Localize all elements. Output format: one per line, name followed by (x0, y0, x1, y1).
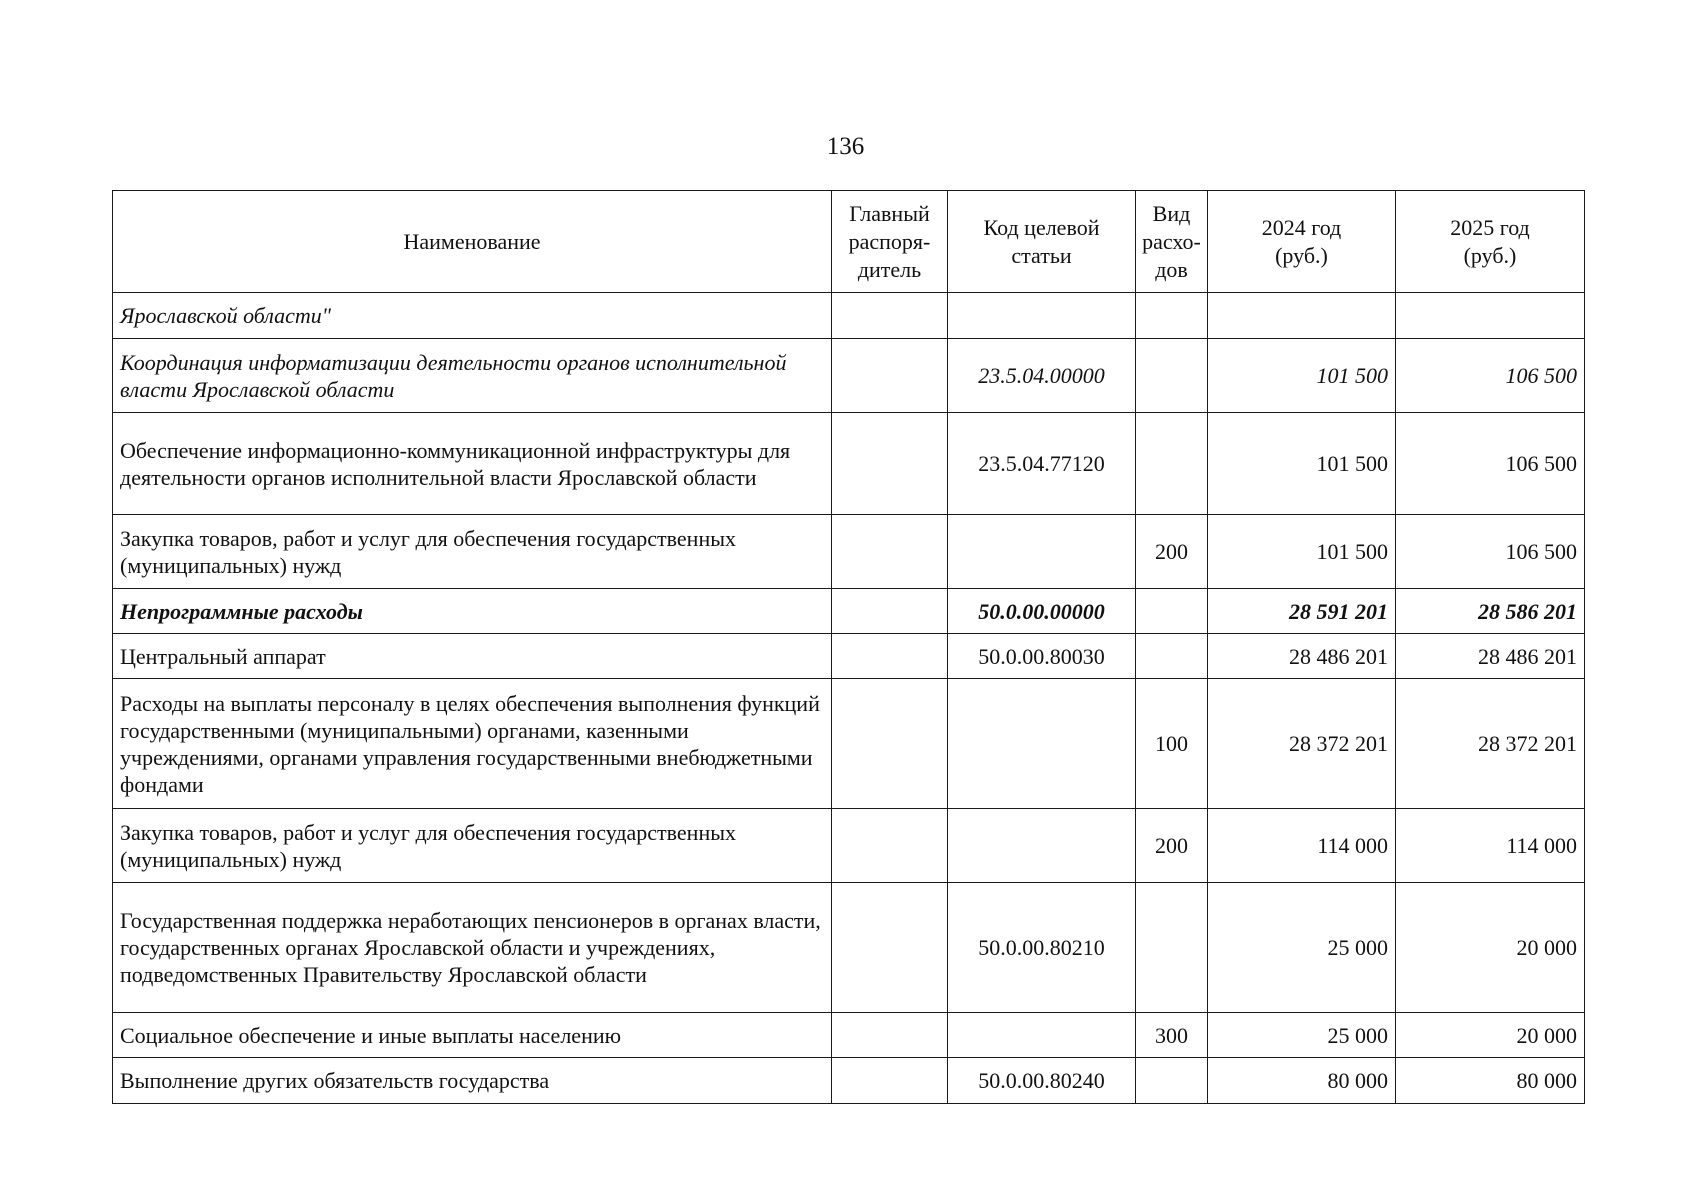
table-row (113, 293, 1585, 339)
cell-type (1136, 293, 1208, 339)
cell-2024: 101 500 (1208, 515, 1396, 589)
cell-2024: 25 000 (1208, 883, 1396, 1013)
table-row (113, 883, 1585, 1013)
cell-name: Социальное обеспечение и иные выплаты населению (113, 1013, 832, 1058)
cell-code (948, 679, 1136, 809)
table-row (113, 1058, 1585, 1104)
cell-2024: 28 372 201 (1208, 679, 1396, 809)
table-row (113, 809, 1585, 883)
cell-type: 300 (1136, 1013, 1208, 1058)
cell-2025: 20 000 (1396, 1013, 1585, 1058)
cell-code: 50.0.00.80240 (948, 1058, 1136, 1104)
cell-name: Координация информатизации деятельности органов исполнительной власти Ярославской области (113, 339, 832, 413)
cell-2025: 106 500 (1396, 515, 1585, 589)
cell-type: 200 (1136, 809, 1208, 883)
cell-code: 50.0.00.80210 (948, 883, 1136, 1013)
table-row (113, 413, 1585, 515)
cell-admin (832, 413, 948, 515)
cell-2024 (1208, 293, 1396, 339)
cell-code (948, 1013, 1136, 1058)
cell-2024: 25 000 (1208, 1013, 1396, 1058)
page-number: 136 (826, 133, 865, 160)
budget-table (112, 190, 1585, 1104)
cell-type (1136, 589, 1208, 634)
cell-2024: 114 000 (1208, 809, 1396, 883)
cell-2025: 106 500 (1396, 413, 1585, 515)
cell-2024: 80 000 (1208, 1058, 1396, 1104)
cell-name: Выполнение других обязательств государства (113, 1058, 832, 1104)
cell-2024: 28 591 201 (1208, 589, 1396, 634)
cell-admin (832, 1058, 948, 1104)
cell-name: Закупка товаров, работ и услуг для обеспечения государственных (муниципальных) нужд (113, 515, 832, 589)
cell-type (1136, 339, 1208, 413)
header-code: Код целевой статьи (948, 191, 1136, 293)
header-2025: 2025 год (руб.) (1396, 191, 1585, 293)
cell-2025: 114 000 (1396, 809, 1585, 883)
cell-name: Центральный аппарат (113, 634, 832, 679)
cell-code (948, 515, 1136, 589)
cell-admin (832, 589, 948, 634)
cell-name: Закупка товаров, работ и услуг для обеспечения государственных (муниципальных) нужд (113, 809, 832, 883)
cell-admin (832, 634, 948, 679)
cell-2025: 28 486 201 (1396, 634, 1585, 679)
table-row (113, 1013, 1585, 1058)
cell-2024: 101 500 (1208, 339, 1396, 413)
cell-name: Ярославской области" (113, 293, 832, 339)
cell-admin (832, 1013, 948, 1058)
cell-2025: 106 500 (1396, 339, 1585, 413)
cell-code: 50.0.00.00000 (948, 589, 1136, 634)
cell-name: Непрограммные расходы (113, 589, 832, 634)
cell-2025: 28 586 201 (1396, 589, 1585, 634)
cell-type (1136, 1058, 1208, 1104)
header-admin: Главный распоря- дитель (832, 191, 948, 293)
cell-code: 50.0.00.80030 (948, 634, 1136, 679)
cell-2024: 28 486 201 (1208, 634, 1396, 679)
cell-type (1136, 883, 1208, 1013)
header-name: Наименование (113, 191, 832, 293)
cell-admin (832, 339, 948, 413)
cell-2025: 80 000 (1396, 1058, 1585, 1104)
cell-name: Государственная поддержка неработающих пенсионеров в органах власти, государственных органах Ярославской области и учреждениях, подведомственных Правительству Ярославской области (113, 883, 832, 1013)
cell-2025: 20 000 (1396, 883, 1585, 1013)
cell-admin (832, 515, 948, 589)
table-row (113, 515, 1585, 589)
cell-type: 100 (1136, 679, 1208, 809)
cell-admin (832, 809, 948, 883)
cell-admin (832, 679, 948, 809)
table-header-row (113, 191, 1585, 293)
cell-code: 23.5.04.00000 (948, 339, 1136, 413)
table-row (113, 679, 1585, 809)
cell-2025 (1396, 293, 1585, 339)
cell-type: 200 (1136, 515, 1208, 589)
cell-admin (832, 293, 948, 339)
cell-type (1136, 413, 1208, 515)
cell-2024: 101 500 (1208, 413, 1396, 515)
cell-name: Обеспечение информационно-коммуникационной инфраструктуры для деятельности органов исполнительной власти Ярославской области (113, 413, 832, 515)
table-row (113, 589, 1585, 634)
cell-code (948, 293, 1136, 339)
table-row (113, 634, 1585, 679)
cell-type (1136, 634, 1208, 679)
cell-code: 23.5.04.77120 (948, 413, 1136, 515)
cell-code (948, 809, 1136, 883)
cell-admin (832, 883, 948, 1013)
header-type: Вид расхо- дов (1136, 191, 1208, 293)
header-2024: 2024 год (руб.) (1208, 191, 1396, 293)
table-row (113, 339, 1585, 413)
cell-name: Расходы на выплаты персоналу в целях обеспечения выполнения функций государственными (муниципальными) органами, казенными учреждениями, органами управления государственными внебюджетными фондами (113, 679, 832, 809)
cell-2025: 28 372 201 (1396, 679, 1585, 809)
